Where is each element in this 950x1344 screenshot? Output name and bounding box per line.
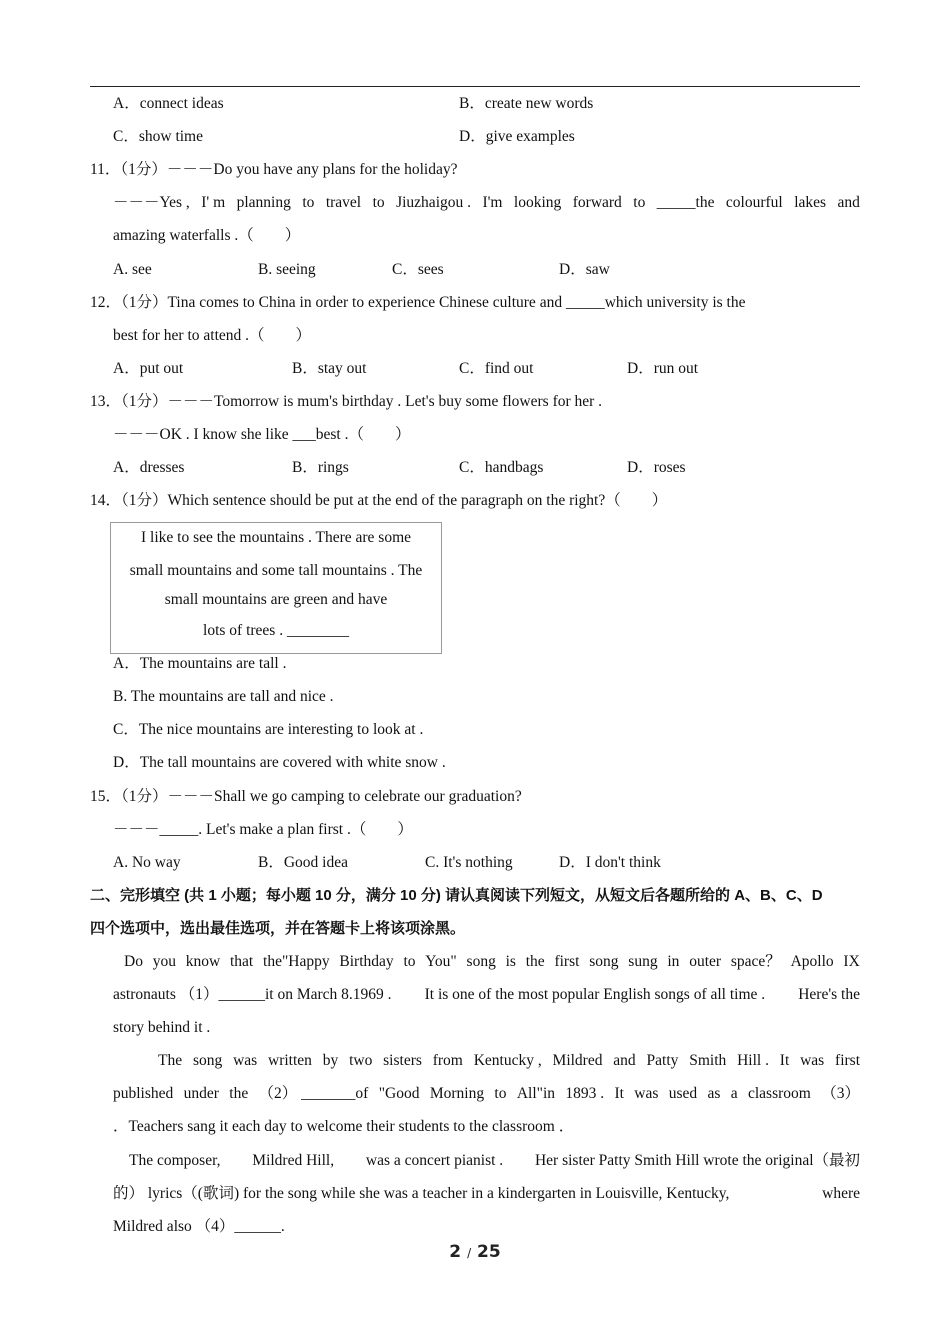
q14-option-c[interactable]: C．The nice mountains are interesting to look at . — [113, 721, 424, 738]
q12-option-d[interactable]: D．run out — [627, 360, 699, 377]
passage-p1-line2: astronauts （1）______it on March 8.1969 . It is one of the most popular English songs of all time . Here's the — [113, 986, 860, 1003]
section2-heading-line2: 四个选项中，选出最佳选项，并在答题卡上将该项涂黑。 — [90, 920, 466, 937]
passage-p1-line3: story behind it . — [113, 1019, 211, 1036]
header-rule — [90, 86, 860, 87]
q14-option-b[interactable]: B. The mountains are tall and nice . — [113, 688, 334, 705]
passage-p2-line3: ．Teachers sang it each day to welcome their students to the classroom ． — [113, 1118, 575, 1135]
q12-line2: best for her to attend .（ ） — [113, 327, 312, 344]
q11-stem: 11．（1分）－－－Do you have any plans for the holiday? — [90, 161, 458, 178]
q11-option-a[interactable]: A. see — [113, 261, 152, 278]
q13-option-b[interactable]: B．rings — [292, 459, 349, 476]
q14-box-line: small mountains are green and have — [164, 591, 388, 608]
q14-option-a[interactable]: A．The mountains are tall . — [113, 655, 287, 672]
passage-p2-line2: published under the （2） _______of "Good Morning to All"in 1893 . It was used as a classroom （3） — [113, 1085, 860, 1102]
passage-p3-line3: Mildred also （4）______. — [113, 1218, 285, 1235]
q13-option-a[interactable]: A．dresses — [113, 459, 185, 476]
q13-line2: －－－OK . I know she like ___best .（ ） — [113, 426, 411, 443]
q13-option-c[interactable]: C．handbags — [459, 459, 544, 476]
page-current: 2 — [449, 1242, 462, 1262]
q11-option-b[interactable]: B. seeing — [258, 261, 316, 278]
section2-heading-line1: 二、完形填空 (共 1 小题；每小题 10 分，满分 10 分) 请认真阅读下列短文，从短文后各题所给的 A、B、C、D — [90, 887, 823, 904]
q14-box-line: small mountains and some tall mountains . The — [129, 562, 423, 579]
q10-option-d[interactable]: D．give examples — [459, 128, 575, 145]
q11-option-d[interactable]: D．saw — [559, 261, 610, 278]
passage-p2-line1: The song was written by two sisters from Kentucky , Mildred and Patty Smith Hill . It was first — [158, 1052, 860, 1069]
q15-line2: －－－_____. Let's make a plan first .（ ） — [113, 821, 413, 838]
passage-p3-line1: The composer, Mildred Hill, was a concert pianist . Her sister Patty Smith Hill wrote the original（最初 — [129, 1152, 860, 1169]
q12-option-c[interactable]: C．find out — [459, 360, 534, 377]
page-number — [0, 1242, 950, 1262]
q15-option-b[interactable]: B．Good idea — [258, 854, 348, 871]
q15-option-d[interactable]: D．I don't think — [559, 854, 661, 871]
q13-option-d[interactable]: D．roses — [627, 459, 686, 476]
q15-stem: 15．（1分）－－－Shall we go camping to celebrate our graduation? — [90, 788, 522, 805]
passage-p3-line2: 的） lyrics（(歌词) for the song while she was a teacher in a kindergarten in Louisville, Kentucky, where — [113, 1185, 860, 1202]
q11-option-c[interactable]: C．sees — [392, 261, 444, 278]
q12-option-b[interactable]: B．stay out — [292, 360, 367, 377]
page-total: 25 — [477, 1242, 501, 1262]
passage-p1-line1: Do you know that the"Happy Birthday to You" song is the first song sung in outer space？ Apollo IX — [124, 953, 860, 970]
q14-option-d[interactable]: D．The tall mountains are covered with white snow . — [113, 754, 446, 771]
q14-stem: 14．（1分）Which sentence should be put at the end of the paragraph on the right?（ ） — [90, 492, 668, 509]
q15-option-a[interactable]: A. No way — [113, 854, 181, 871]
q14-box-line: lots of trees . ________ — [203, 622, 349, 639]
q14-box-line: I like to see the mountains . There are some — [140, 529, 412, 546]
q12-option-a[interactable]: A．put out — [113, 360, 184, 377]
q11-line2: －－－Yes , I' m planning to travel to Jiuzhaigou . I'm looking forward to _____the colourful lakes and — [113, 194, 860, 211]
q10-option-a[interactable]: A．connect ideas — [113, 95, 224, 112]
q14-paragraph-box — [110, 522, 442, 654]
q15-option-c[interactable]: C. It's nothing — [425, 854, 513, 871]
q11-line3: amazing waterfalls .（ ） — [113, 227, 301, 244]
q10-option-c[interactable]: C．show time — [113, 128, 203, 145]
page-separator: / — [467, 1246, 472, 1260]
q13-stem: 13．（1分）－－－Tomorrow is mum's birthday . Let's buy some flowers for her . — [90, 393, 603, 410]
q12-stem: 12．（1分）Tina comes to China in order to experience Chinese culture and _____which university is the — [90, 294, 746, 311]
q10-option-b[interactable]: B．create new words — [459, 95, 594, 112]
